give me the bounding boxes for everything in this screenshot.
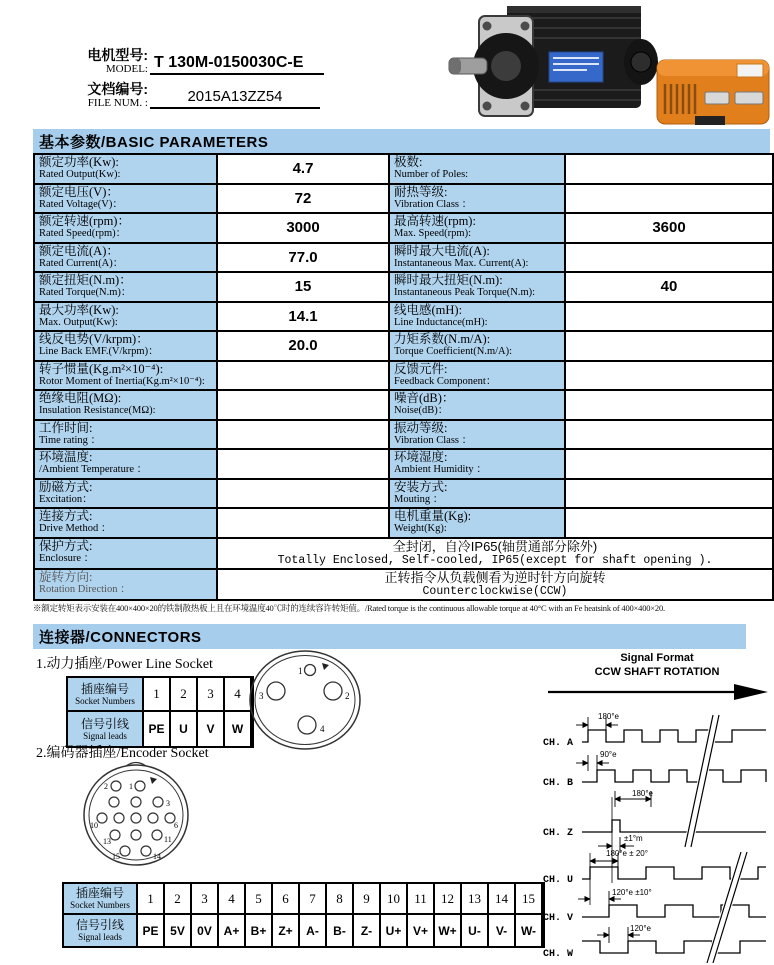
model-value: T 130M-0150030C-E (150, 54, 324, 75)
servo-driver-photo (657, 60, 769, 125)
encoder-socket-lead: 0V (192, 915, 219, 946)
pin1-marker-icon (322, 663, 329, 670)
power-header-en: Socket Numbers (75, 695, 135, 706)
channel-label: CH. V (543, 913, 574, 924)
param-label-en: Feedback Component： (394, 375, 497, 387)
power-socket-number: 3 (198, 678, 225, 712)
channel-label: CH. U (543, 875, 574, 886)
param-value-cell (566, 450, 772, 480)
encoder-socket-number: 14 (489, 884, 516, 915)
param-label-cell (35, 214, 218, 244)
power-socket-numbers-header (68, 678, 144, 712)
encoder-pin-label: 3 (166, 799, 170, 808)
param-label-en: Number of Poles: (394, 169, 469, 180)
param-label-en: Rated Speed(rpm)： (39, 228, 127, 239)
enclosure-label-cn: 保护方式: (39, 539, 93, 554)
header (58, 48, 358, 116)
encoder-socket-number: 9 (354, 884, 381, 915)
dim-label: 120°e (630, 924, 651, 933)
enclosure-label-en: Enclosure ： (39, 553, 95, 565)
encoder-socket-lead: PE (138, 915, 165, 946)
power-leads-en: Signal leads (83, 730, 127, 741)
wave-ch-b (582, 770, 766, 782)
encoder-socket-number: 3 (192, 884, 219, 915)
param-label-cell (390, 509, 566, 539)
param-label-en: Rated Current(A)： (39, 257, 124, 269)
waveforms (582, 730, 766, 953)
param-label-en: Max. Speed(rpm): (394, 228, 471, 239)
param-label-en: Line Back EMF.(V/krpm)： (39, 346, 159, 357)
channel-label: CH. W (543, 949, 574, 960)
param-label-en: Torque Coefficient(N.m/A): (394, 346, 513, 357)
encoder-socket-lead: U- (462, 915, 489, 946)
encoder-pin-label: 13 (103, 837, 111, 846)
param-label-en: Noise(dB)： (394, 405, 449, 416)
param-label-cell (35, 244, 218, 274)
dim-label: 90°e (600, 750, 617, 759)
encoder-socket-number: 11 (408, 884, 435, 915)
model-label (58, 48, 148, 75)
signal-format-title: Signal Format (620, 652, 694, 664)
param-value-cell: 14.1 (218, 303, 390, 333)
param-label-cell (35, 185, 218, 215)
pin1-marker-icon (150, 777, 157, 784)
param-value-cell (566, 244, 772, 274)
power-socket-leads-header (68, 712, 144, 746)
param-label-en: Time rating ： (39, 434, 102, 446)
rotation-value-cn: 正转指令从负载侧看为逆时针方向旋转 (384, 569, 606, 585)
power-socket-lead: W (225, 712, 252, 746)
power-pin-label: 1 (298, 666, 303, 676)
encoder-socket-number: 4 (219, 884, 246, 915)
encoder-socket-number: 13 (462, 884, 489, 915)
dim-label: 180°e ± 20° (606, 849, 648, 858)
signal-format-diagram (540, 647, 774, 965)
encoder-socket-lead: 5V (165, 915, 192, 946)
param-label-cell (35, 303, 218, 333)
file-num-value: 2015A13ZZ54 (150, 88, 320, 109)
encoder-socket-lead: B- (327, 915, 354, 946)
param-value-cell (566, 509, 772, 539)
encoder-socket-number: 2 (165, 884, 192, 915)
param-value-cell (566, 362, 772, 392)
param-value-cell: 40 (566, 273, 772, 303)
dim-label: ±1°m (624, 834, 643, 843)
param-value-cell (566, 332, 772, 362)
param-label-cell (390, 480, 566, 510)
param-label-en: Excitation： (39, 493, 93, 505)
encoder-socket-lead: W+ (435, 915, 462, 946)
power-socket-number: 1 (144, 678, 171, 712)
param-value-cell (218, 391, 390, 421)
power-leads-cn: 信号引线 (80, 716, 129, 731)
param-label-en: Max. Output(Kw): (39, 316, 118, 328)
param-label-en: Rated Torque(N.m)： (39, 287, 132, 298)
encoder-socket-table (62, 882, 545, 948)
enclosure-label-cell (35, 539, 218, 570)
param-label-cell (35, 362, 218, 392)
param-label-cn: 转子惯量(Kg.m²×10⁻⁴): (39, 361, 164, 376)
channel-label: CH. Z (543, 828, 574, 839)
encoder-pin-label: 6 (174, 821, 178, 830)
wave-ch-z (582, 820, 766, 832)
rotation-label-cell (35, 570, 218, 599)
param-label-cell (35, 450, 218, 480)
param-label-cell (390, 391, 566, 421)
power-socket-number: 2 (171, 678, 198, 712)
param-label-cn: 反馈元件: (394, 361, 448, 376)
wave-ch-w (582, 941, 766, 953)
encoder-header-en: Socket Numbers (70, 900, 130, 910)
param-label-en: Insulation Resistance(MΩ): (39, 405, 156, 416)
wave-ch-v (582, 905, 766, 917)
param-label-cn: 瞬时最大扭矩(N.m): (394, 273, 503, 287)
param-label-cell (390, 450, 566, 480)
param-label-cn: 线反电势(V/krpm)： (39, 332, 149, 346)
encoder-header-cn: 插座编号 (75, 886, 124, 900)
param-label-cn: 环境湿度: (394, 450, 448, 464)
param-label-en: Rotor Moment of Inertia(Kg.m²×10⁻⁴): (39, 375, 205, 387)
param-label-cell (390, 155, 566, 185)
encoder-socket-diagram (78, 760, 198, 870)
param-label-cn: 安装方式: (394, 479, 448, 494)
param-value-cell (218, 509, 390, 539)
param-label-en: Vibration Class ： (394, 434, 473, 446)
param-value-cell (566, 155, 772, 185)
servo-motor-photo (449, 6, 658, 116)
param-value-cell: 4.7 (218, 155, 390, 185)
param-label-en: Instantaneous Max. Current(A): (394, 257, 529, 269)
dim-label: 180°e (632, 789, 653, 798)
dim-label: 120°e ±10° (612, 888, 652, 897)
rotation-direction-arrow-icon (548, 684, 768, 700)
encoder-socket-heading: 2.编码器插座/Encoder Socket (36, 746, 209, 761)
section-bar-connectors (33, 624, 746, 649)
product-photos (445, 0, 774, 130)
basic-parameters-title: 基本参数/BASIC PARAMETERS (39, 133, 269, 151)
file-num-row (58, 82, 358, 109)
param-label-cn: 线电感(mH): (394, 302, 463, 317)
param-label-en: Mouting ： (394, 493, 444, 505)
param-value-cell: 3600 (566, 214, 772, 244)
param-label-cn: 耐热等级: (394, 184, 448, 199)
power-pin-label: 4 (320, 724, 325, 734)
param-label-cell (35, 332, 218, 362)
encoder-socket-lead: V+ (408, 915, 435, 946)
rotation-label-cn: 旋转方向: (39, 570, 93, 585)
encoder-pin-label: 11 (164, 835, 172, 844)
enclosure-value-en: Totally Enclosed, Self-cooled, IP65(except for shaft opening ). (277, 553, 713, 567)
param-value-cell (566, 185, 772, 215)
section-bar-basic-parameters (33, 129, 770, 153)
param-value-cell (218, 421, 390, 451)
param-label-cell (35, 273, 218, 303)
param-label-cn: 励磁方式: (39, 479, 93, 494)
encoder-socket-number: 1 (138, 884, 165, 915)
param-label-cn: 最高转速(rpm): (394, 214, 476, 228)
param-value-cell (566, 391, 772, 421)
encoder-socket-lead: Z- (354, 915, 381, 946)
encoder-leads-en: Signal leads (78, 932, 122, 942)
param-label-cell (35, 421, 218, 451)
file-num-label (58, 82, 148, 109)
encoder-leads-cn: 信号引线 (75, 918, 124, 932)
basic-parameters-table (33, 153, 774, 601)
param-label-cn: 最大功率(Kw): (39, 302, 119, 317)
file-num-label-en: FILE NUM. : (87, 97, 148, 109)
param-label-en: Rated Voltage(V)： (39, 198, 123, 210)
encoder-socket-lead: B+ (246, 915, 273, 946)
param-label-cn: 额定功率(Kw): (39, 155, 119, 169)
param-label-cn: 电机重量(Kg): (394, 509, 472, 523)
param-label-cn: 环境温度: (39, 450, 93, 464)
encoder-socket-lead: Z+ (273, 915, 300, 946)
encoder-pin-label: 2 (104, 782, 108, 791)
param-value-cell (218, 362, 390, 392)
param-label-cell (390, 185, 566, 215)
encoder-pin-label: 10 (90, 821, 98, 830)
power-header-cn: 插座编号 (80, 681, 129, 696)
param-label-en: Instantaneous Peak Torque(N.m): (394, 287, 536, 298)
param-label-cn: 工作时间: (39, 420, 93, 435)
param-label-cn: 力矩系数(N.m/A): (394, 332, 491, 346)
param-label-cn: 额定电流(A)： (39, 243, 119, 258)
encoder-socket-number: 8 (327, 884, 354, 915)
encoder-socket-number: 10 (381, 884, 408, 915)
param-value-cell (566, 303, 772, 333)
encoder-numbers-header (64, 884, 138, 915)
power-socket-lead: PE (144, 712, 171, 746)
param-label-cn: 额定转速(rpm)： (39, 214, 130, 228)
param-value-cell: 72 (218, 185, 390, 215)
param-label-en: Rated Output(Kw): (39, 169, 121, 180)
param-value-cell (218, 480, 390, 510)
param-label-cell (390, 273, 566, 303)
param-value-cell: 77.0 (218, 244, 390, 274)
param-label-cn: 振动等级: (394, 420, 448, 435)
enclosure-value-cell (218, 539, 772, 570)
param-label-cn: 瞬时最大电流(A): (394, 243, 490, 258)
encoder-pin-label: 15 (112, 852, 120, 861)
power-socket-lead: V (198, 712, 225, 746)
connectors-title: 连接器/CONNECTORS (39, 629, 202, 646)
param-label-cell (390, 332, 566, 362)
dim-label: 180°e (598, 712, 619, 721)
channel-label: CH. A (543, 738, 574, 749)
param-label-cell (35, 509, 218, 539)
encoder-socket-number: 6 (273, 884, 300, 915)
param-label-cell (390, 214, 566, 244)
param-label-en: Vibration Class ： (394, 198, 473, 210)
param-label-cell (390, 244, 566, 274)
power-socket-table (66, 676, 254, 748)
param-label-cell (390, 303, 566, 333)
param-value-cell: 15 (218, 273, 390, 303)
param-label-cn: 极数: (394, 155, 423, 169)
power-pin-label: 3 (259, 691, 264, 701)
encoder-socket-number: 12 (435, 884, 462, 915)
encoder-socket-lead: A- (300, 915, 327, 946)
wave-ch-a (582, 730, 766, 742)
encoder-socket-lead: A+ (219, 915, 246, 946)
param-label-en: Line Inductance(mH): (394, 316, 488, 328)
power-socket-lead: U (171, 712, 198, 746)
param-value-cell: 20.0 (218, 332, 390, 362)
param-label-cn: 绝缘电阻(MΩ): (39, 391, 122, 405)
encoder-leads-header (64, 915, 138, 946)
param-label-cell (390, 421, 566, 451)
model-label-en: MODEL: (105, 63, 148, 75)
param-label-en: Weight(Kg): (394, 523, 447, 534)
ccw-rotation-subtitle: CCW SHAFT ROTATION (594, 666, 720, 678)
encoder-socket-lead: W- (516, 915, 543, 946)
rotation-label-en: Rotation Direction ： (39, 584, 131, 596)
param-value-cell (566, 480, 772, 510)
encoder-socket-lead: U+ (381, 915, 408, 946)
model-row (58, 48, 358, 75)
rotation-value-en: Counterclockwise(CCW) (422, 584, 568, 598)
param-label-cn: 噪音(dB)： (394, 391, 455, 405)
encoder-pin-label: 14 (153, 852, 161, 861)
file-num-label-cn: 文档编号: (87, 81, 148, 97)
param-label-cn: 额定扭矩(N.m)： (39, 273, 132, 287)
param-value-cell: 3000 (218, 214, 390, 244)
param-label-en: Ambient Humidity ： (394, 464, 487, 475)
break-marks (685, 715, 747, 963)
param-label-cell (35, 480, 218, 510)
param-label-cn: 额定电压(V)： (39, 184, 119, 199)
encoder-socket-number: 7 (300, 884, 327, 915)
encoder-socket-number: 5 (246, 884, 273, 915)
power-pin-label: 2 (345, 691, 350, 701)
param-value-cell (218, 450, 390, 480)
model-label-cn: 电机型号: (87, 47, 148, 63)
rated-torque-footnote: ※额定转矩表示安装在400×400×20的铁制散热板上且在环境温度40℃时的连续容许转矩值。/Rated torque is the continuous allowable torque at 40°C with an Fe heatsink of 400×400×20. (33, 603, 665, 613)
param-label-cell (390, 362, 566, 392)
channel-label: CH. B (543, 778, 574, 789)
power-socket-heading: 1.动力插座/Power Line Socket (36, 657, 213, 672)
param-label-en: Drive Method ： (39, 523, 112, 534)
power-socket-diagram (246, 648, 366, 752)
param-label-cell (35, 391, 218, 421)
param-label-cn: 连接方式: (39, 509, 93, 523)
encoder-socket-number: 15 (516, 884, 543, 915)
encoder-pin-label: 1 (129, 782, 133, 791)
power-socket-number: 4 (225, 678, 252, 712)
param-label-cell (35, 155, 218, 185)
enclosure-value-cn: 全封闭，自冷IP65(轴贯通部分除外) (392, 538, 598, 554)
param-label-en: /Ambient Temperature ： (39, 464, 148, 475)
param-value-cell (566, 421, 772, 451)
rotation-value-cell (218, 570, 772, 599)
encoder-socket-lead: V- (489, 915, 516, 946)
